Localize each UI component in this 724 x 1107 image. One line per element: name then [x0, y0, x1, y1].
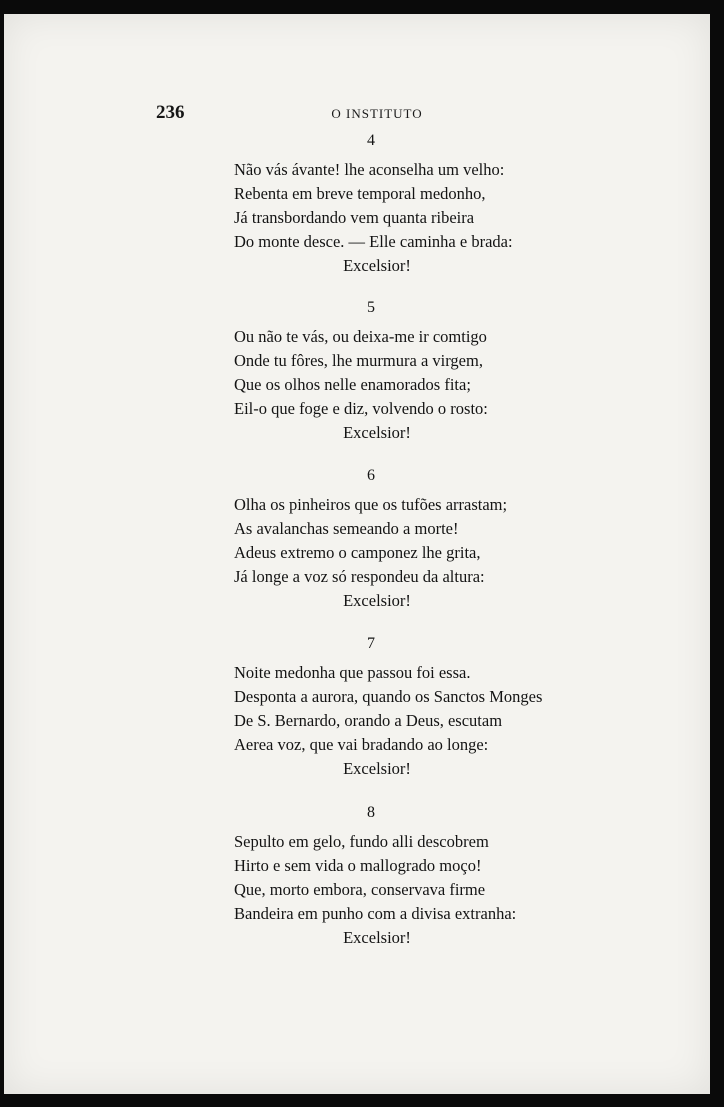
verse-line: Olha os pinheiros que os tufões arrastam; [234, 495, 508, 514]
verse-line: Sepulto em gelo, fundo alli descobrem [234, 832, 489, 851]
verse-line: Rebenta em breve temporal medonho, [234, 184, 486, 203]
verse-line: As avalanchas semeando a morte! [234, 519, 459, 538]
stanza-number: 6 [367, 467, 375, 484]
running-title: O INSTITUTO [331, 106, 423, 121]
verse-line: Do monte desce. — Elle caminha e brada: [234, 232, 513, 251]
page-header [4, 102, 710, 126]
verse-line: De S. Bernardo, orando a Deus, escutam [234, 711, 503, 730]
stanza-number: 4 [367, 132, 375, 149]
stanza-lines [234, 493, 520, 613]
verse-line: Onde tu fôres, lhe murmura a virgem, [234, 351, 483, 370]
refrain-excelsior: Excelsior! [343, 256, 411, 275]
stanza-lines [234, 830, 520, 950]
stanza-lines [234, 661, 542, 781]
verse-line: Que os olhos nelle enamorados fita; [234, 375, 471, 394]
refrain-excelsior: Excelsior! [343, 423, 411, 442]
verse-line: Noite medonha que passou foi essa. [234, 663, 471, 682]
page-number: 236 [156, 102, 185, 123]
stanza-number: 5 [367, 299, 375, 316]
refrain-excelsior: Excelsior! [343, 928, 411, 947]
refrain-excelsior: Excelsior! [343, 591, 411, 610]
stanza-lines [234, 158, 520, 278]
stanza-number: 7 [367, 635, 375, 652]
verse-line: Hirto e sem vida o mallogrado moço! [234, 856, 482, 875]
verse-line: Não vás ávante! lhe aconselha um velho: [234, 160, 505, 179]
verse-line: Adeus extremo o camponez lhe grita, [234, 543, 481, 562]
verse-line: Desponta a aurora, quando os Sanctos Monges [234, 687, 543, 706]
verse-line: Aerea voz, que vai bradando ao longe: [234, 735, 489, 754]
book-page [4, 14, 710, 1094]
stanza-number: 8 [367, 804, 375, 821]
verse-line: Já longe a voz só respondeu da altura: [234, 567, 485, 586]
refrain-excelsior: Excelsior! [343, 759, 411, 778]
verse-line: Já transbordando vem quanta ribeira [234, 208, 475, 227]
verse-line: Bandeira em punho com a divisa extranha: [234, 904, 517, 923]
verse-line: Eil-o que foge e diz, volvendo o rosto: [234, 399, 488, 418]
stanza-lines [234, 325, 520, 445]
verse-line: Que, morto embora, conservava firme [234, 880, 486, 899]
verse-line: Ou não te vás, ou deixa-me ir comtigo [234, 327, 487, 346]
